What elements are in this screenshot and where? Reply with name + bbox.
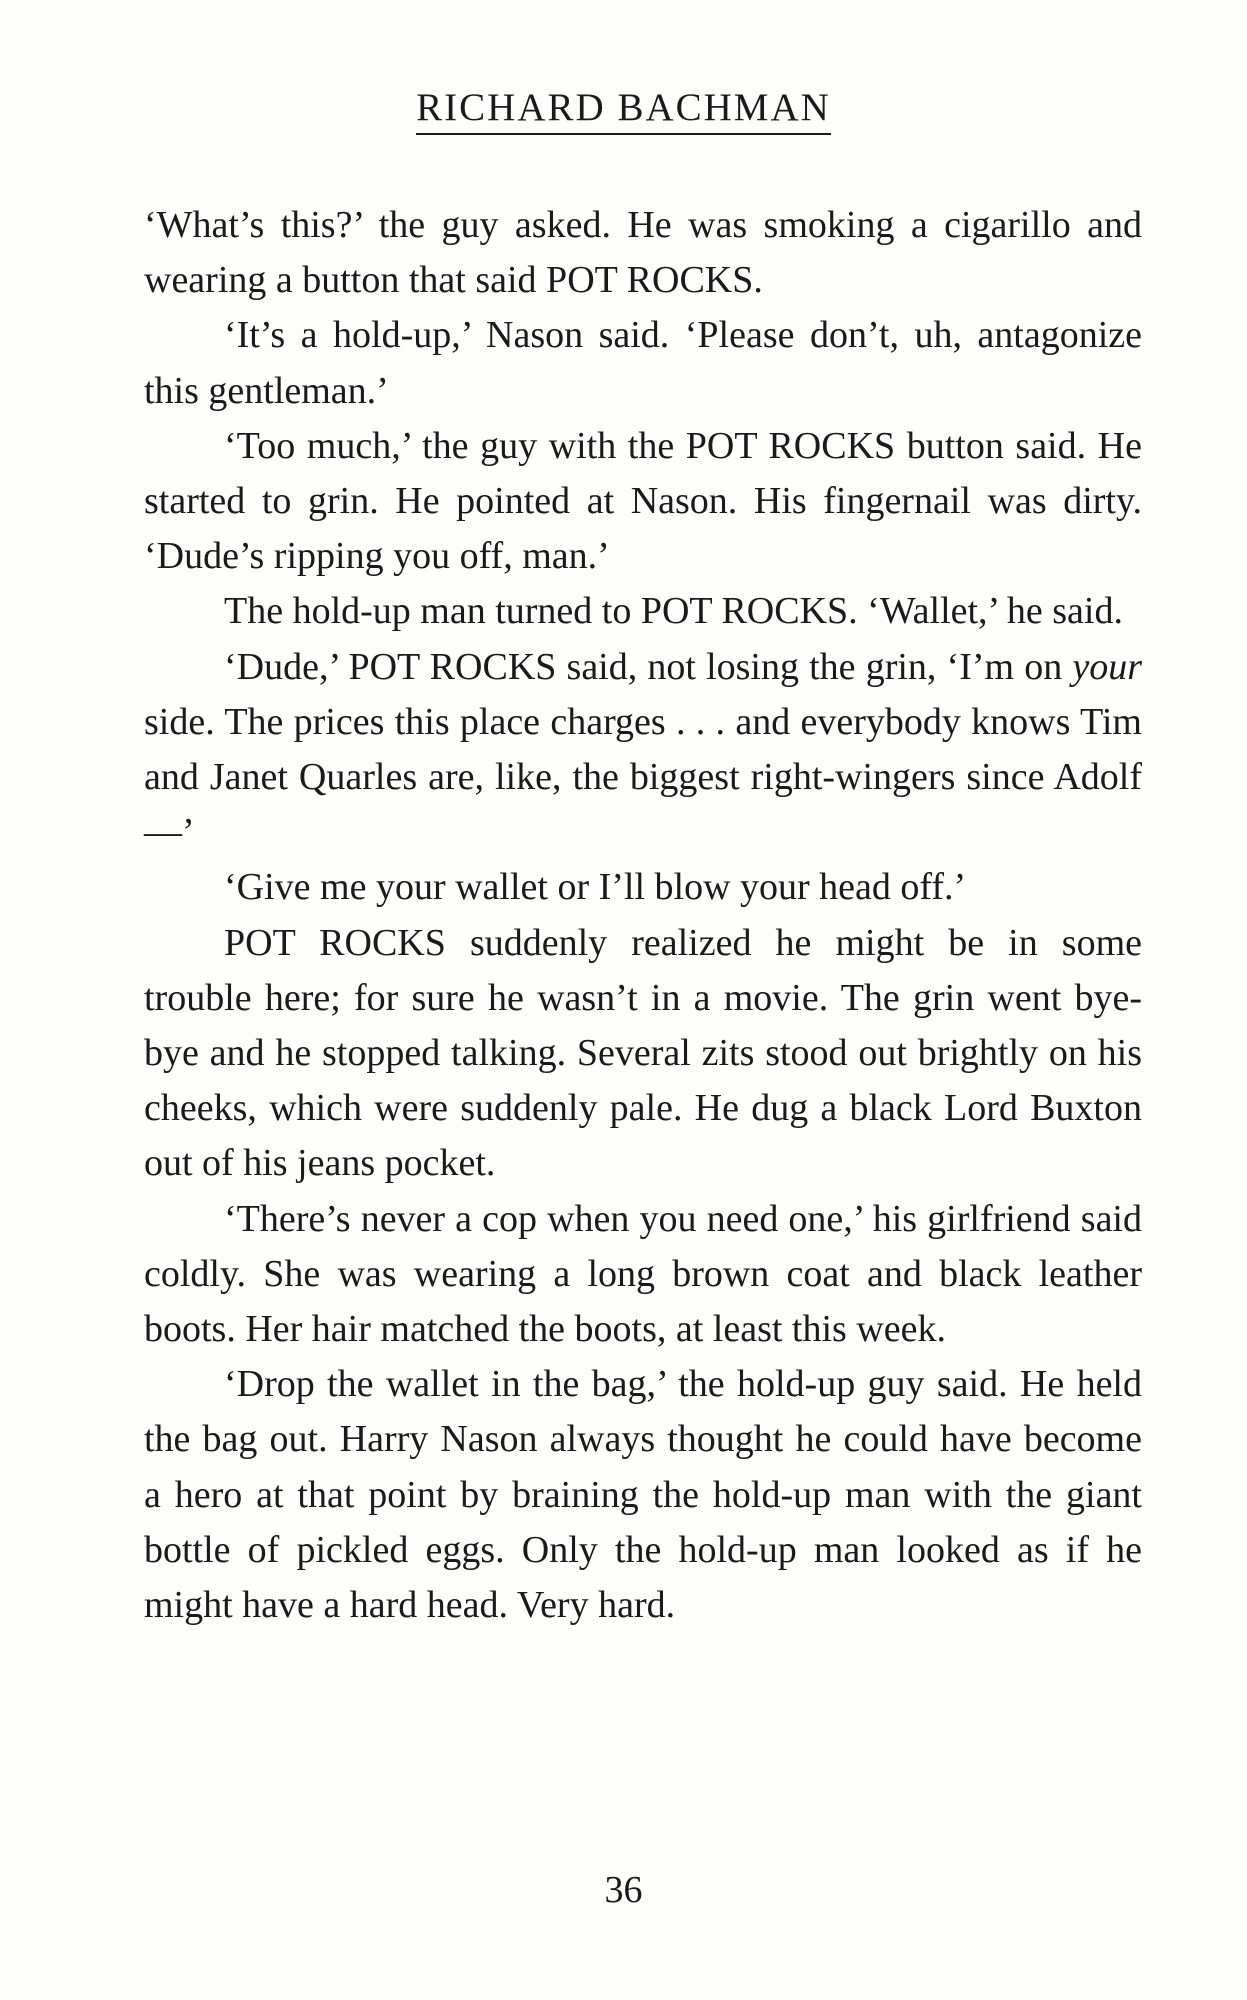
paragraph: ‘There’s never a cop when you need one,’ his girlfriend said coldly. She was wearing a long brown coat and black leather boots. Her hair matched the boots, at least this week. <box>144 1197 1142 1351</box>
paragraph-text: side. The prices this place charges . . . and everybody knows Tim and Janet Quarles are, like, the biggest right-wingers since Adolf—’ <box>144 700 1142 854</box>
paragraph <box>144 640 1142 861</box>
body-text <box>144 198 1142 1633</box>
page-number: 36 <box>604 1869 643 1911</box>
running-head <box>0 88 1247 135</box>
paragraph: POT ROCKS suddenly realized he might be in some trouble here; for sure he wasn’t in a movie. The grin went bye-bye and he stopped talking. Several zits stood out brightly on his cheeks, which were suddenly pale. He dug a black Lord Buxton out of his jeans pocket. <box>144 921 1142 1185</box>
paragraph: ‘It’s a hold-up,’ Nason said. ‘Please don’t, uh, antagonize this gentleman.’ <box>144 314 1142 412</box>
paragraph: ‘Drop the wallet in the bag,’ the hold-up guy said. He held the bag out. Harry Nason always thought he could have become a hero at that point by braining the hold-up man with the giant bottle of pickled eggs. Only the hold-up man looked as if he might have a hard head. Very hard. <box>144 1363 1142 1627</box>
paragraph-text: ‘Dude,’ POT ROCKS said, not losing the grin, ‘I’m on <box>224 645 1073 688</box>
paragraph: ‘Give me your wallet or I’ll blow your head off.’ <box>224 866 967 909</box>
paragraph: The hold-up man turned to POT ROCKS. ‘Wallet,’ he said. <box>224 590 1123 633</box>
running-head-text: RICHARD BACHMAN <box>416 88 831 135</box>
paragraph: ‘Too much,’ the guy with the POT ROCKS button said. He started to grin. He pointed at Nason. His fingernail was dirty. ‘Dude’s ripping you off, man.’ <box>144 424 1142 578</box>
paragraph: ‘What’s this?’ the guy asked. He was smoking a cigarillo and wearing a button that said POT ROCKS. <box>144 204 1142 302</box>
italic-text: your <box>1072 645 1142 688</box>
